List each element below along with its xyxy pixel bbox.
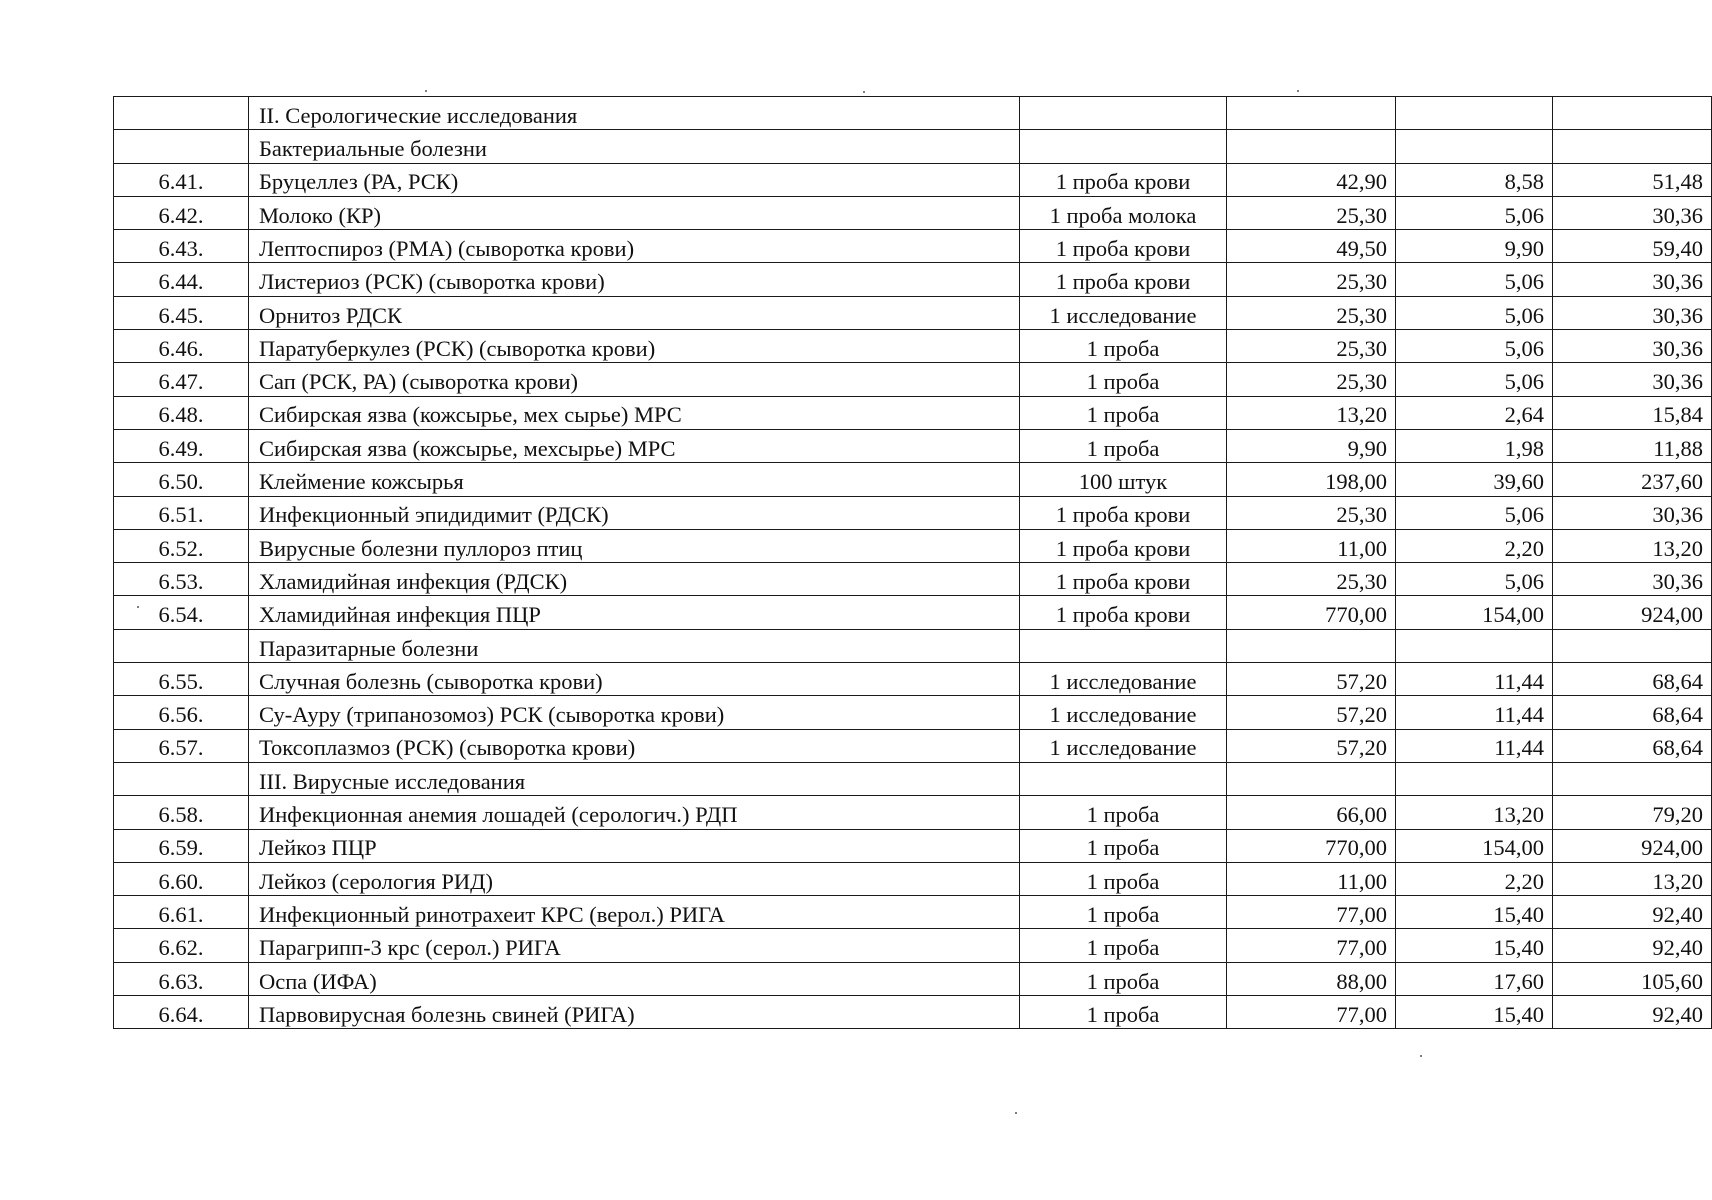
table-row (114, 829, 1712, 862)
section-header-row (114, 762, 1712, 795)
row-number: 6.53. (114, 563, 249, 596)
price-vat (1396, 130, 1553, 163)
price-total: 11,88 (1553, 429, 1712, 462)
price-base: 11,00 (1227, 529, 1396, 562)
unit-of-measure: 1 проба крови (1020, 263, 1227, 296)
item-name: Су-Ауру (трипанозомоз) РСК (сыворотка крови) (249, 696, 1020, 729)
row-number: 6.41. (114, 163, 249, 196)
table-row (114, 529, 1712, 562)
price-vat (1396, 629, 1553, 662)
table-row (114, 296, 1712, 329)
row-number: 6.51. (114, 496, 249, 529)
price-total (1553, 762, 1712, 795)
unit-of-measure: 1 проба (1020, 396, 1227, 429)
price-base: 57,20 (1227, 696, 1396, 729)
price-base: 77,00 (1227, 996, 1396, 1029)
price-vat: 9,90 (1396, 230, 1553, 263)
table-row (114, 230, 1712, 263)
unit-of-measure: 100 штук (1020, 463, 1227, 496)
price-total: 30,36 (1553, 330, 1712, 363)
price-total: 30,36 (1553, 363, 1712, 396)
price-base: 11,00 (1227, 862, 1396, 895)
price-vat: 5,06 (1396, 330, 1553, 363)
unit-of-measure: 1 проба (1020, 996, 1227, 1029)
item-name: II. Серологические исследования (249, 97, 1020, 130)
item-name: Паразитарные болезни (249, 629, 1020, 662)
scan-speck (1015, 1112, 1017, 1114)
table-row (114, 396, 1712, 429)
item-name: Токсоплазмоз (РСК) (сыворотка крови) (249, 729, 1020, 762)
price-total: 30,36 (1553, 263, 1712, 296)
unit-of-measure: 1 проба (1020, 363, 1227, 396)
row-number: 6.64. (114, 996, 249, 1029)
table-row (114, 996, 1712, 1029)
unit-of-measure (1020, 97, 1227, 130)
price-total: 30,36 (1553, 296, 1712, 329)
row-number (114, 629, 249, 662)
price-vat: 5,06 (1396, 196, 1553, 229)
unit-of-measure: 1 проба крови (1020, 529, 1227, 562)
unit-of-measure: 1 проба (1020, 896, 1227, 929)
table-row (114, 263, 1712, 296)
price-total: 30,36 (1553, 563, 1712, 596)
table-row (114, 196, 1712, 229)
row-number: 6.59. (114, 829, 249, 862)
item-name: Сибирская язва (кожсырье, мехсырье) МРС (249, 429, 1020, 462)
price-total: 68,64 (1553, 729, 1712, 762)
table-row (114, 563, 1712, 596)
price-vat: 15,40 (1396, 929, 1553, 962)
item-name: Парагрипп-3 крс (серол.) РИГА (249, 929, 1020, 962)
row-number: 6.55. (114, 663, 249, 696)
price-total: 924,00 (1553, 829, 1712, 862)
price-total: 924,00 (1553, 596, 1712, 629)
unit-of-measure (1020, 130, 1227, 163)
table-row (114, 796, 1712, 829)
price-vat: 5,06 (1396, 496, 1553, 529)
price-total (1553, 130, 1712, 163)
table-row (114, 929, 1712, 962)
table-row (114, 663, 1712, 696)
row-number (114, 762, 249, 795)
price-base: 57,20 (1227, 663, 1396, 696)
row-number: 6.57. (114, 729, 249, 762)
scan-speck (425, 90, 427, 92)
table-row (114, 429, 1712, 462)
price-vat: 11,44 (1396, 696, 1553, 729)
unit-of-measure: 1 проба крови (1020, 596, 1227, 629)
price-base: 66,00 (1227, 796, 1396, 829)
row-number: 6.60. (114, 862, 249, 895)
price-total: 92,40 (1553, 996, 1712, 1029)
unit-of-measure (1020, 629, 1227, 662)
row-number: 6.42. (114, 196, 249, 229)
row-number: 6.46. (114, 330, 249, 363)
price-base: 25,30 (1227, 563, 1396, 596)
price-total: 30,36 (1553, 196, 1712, 229)
unit-of-measure: 1 исследование (1020, 696, 1227, 729)
unit-of-measure: 1 проба молока (1020, 196, 1227, 229)
price-base: 198,00 (1227, 463, 1396, 496)
item-name: Лептоспироз (РМА) (сыворотка крови) (249, 230, 1020, 263)
price-vat: 154,00 (1396, 596, 1553, 629)
item-name: Лейкоз ПЦР (249, 829, 1020, 862)
item-name: Инфекционная анемия лошадей (серологич.) РДП (249, 796, 1020, 829)
row-number: 6.45. (114, 296, 249, 329)
price-vat (1396, 97, 1553, 130)
price-base: 42,90 (1227, 163, 1396, 196)
price-vat: 5,06 (1396, 263, 1553, 296)
price-total: 79,20 (1553, 796, 1712, 829)
row-number: 6.63. (114, 962, 249, 995)
price-vat (1396, 762, 1553, 795)
price-base: 9,90 (1227, 429, 1396, 462)
unit-of-measure: 1 исследование (1020, 663, 1227, 696)
price-total: 68,64 (1553, 696, 1712, 729)
row-number: 6.48. (114, 396, 249, 429)
item-name: Листериоз (РСК) (сыворотка крови) (249, 263, 1020, 296)
price-vat: 15,40 (1396, 996, 1553, 1029)
item-name: Клеймение кожсырья (249, 463, 1020, 496)
item-name: Орнитоз РДСК (249, 296, 1020, 329)
item-name: Оспа (ИФА) (249, 962, 1020, 995)
item-name: Хламидийная инфекция ПЦР (249, 596, 1020, 629)
section-header-row (114, 629, 1712, 662)
unit-of-measure: 1 проба (1020, 429, 1227, 462)
price-base: 77,00 (1227, 896, 1396, 929)
price-base: 77,00 (1227, 929, 1396, 962)
row-number: 6.61. (114, 896, 249, 929)
item-name: Бактериальные болезни (249, 130, 1020, 163)
row-number: 6.44. (114, 263, 249, 296)
scan-speck (1420, 1055, 1422, 1057)
price-table-body (114, 97, 1712, 1029)
table-row (114, 729, 1712, 762)
item-name: Хламидийная инфекция (РДСК) (249, 563, 1020, 596)
unit-of-measure: 1 проба крови (1020, 563, 1227, 596)
table-row (114, 163, 1712, 196)
item-name: Бруцеллез (РА, РСК) (249, 163, 1020, 196)
row-number: 6.43. (114, 230, 249, 263)
unit-of-measure: 1 проба (1020, 796, 1227, 829)
price-base: 49,50 (1227, 230, 1396, 263)
price-table (113, 96, 1712, 1029)
price-vat: 17,60 (1396, 962, 1553, 995)
price-vat: 1,98 (1396, 429, 1553, 462)
section-header-row (114, 130, 1712, 163)
price-total: 13,20 (1553, 529, 1712, 562)
price-total: 59,40 (1553, 230, 1712, 263)
table-row (114, 330, 1712, 363)
item-name: Паратуберкулез (РСК) (сыворотка крови) (249, 330, 1020, 363)
price-base: 25,30 (1227, 363, 1396, 396)
row-number (114, 97, 249, 130)
row-number: 6.49. (114, 429, 249, 462)
row-number: 6.56. (114, 696, 249, 729)
price-vat: 11,44 (1396, 729, 1553, 762)
item-name: Сибирская язва (кожсырье, мех сырье) МРС (249, 396, 1020, 429)
unit-of-measure: 1 проба крови (1020, 163, 1227, 196)
price-base (1227, 97, 1396, 130)
price-base: 25,30 (1227, 330, 1396, 363)
price-base: 25,30 (1227, 263, 1396, 296)
table-row (114, 596, 1712, 629)
unit-of-measure: 1 проба (1020, 929, 1227, 962)
price-vat: 5,06 (1396, 363, 1553, 396)
row-number: 6.58. (114, 796, 249, 829)
price-vat: 2,20 (1396, 862, 1553, 895)
row-number (114, 130, 249, 163)
price-total: 51,48 (1553, 163, 1712, 196)
table-row (114, 862, 1712, 895)
unit-of-measure: 1 проба крови (1020, 230, 1227, 263)
unit-of-measure: 1 проба (1020, 330, 1227, 363)
price-base: 88,00 (1227, 962, 1396, 995)
price-vat: 2,64 (1396, 396, 1553, 429)
price-total: 68,64 (1553, 663, 1712, 696)
unit-of-measure: 1 проба (1020, 862, 1227, 895)
price-vat: 15,40 (1396, 896, 1553, 929)
table-row (114, 496, 1712, 529)
price-vat: 2,20 (1396, 529, 1553, 562)
table-row (114, 962, 1712, 995)
item-name: Инфекционный эпидидимит (РДСК) (249, 496, 1020, 529)
price-base (1227, 629, 1396, 662)
scan-speck (863, 91, 865, 93)
scan-speck (1297, 90, 1299, 92)
price-base: 25,30 (1227, 496, 1396, 529)
table-row (114, 896, 1712, 929)
price-total: 92,40 (1553, 896, 1712, 929)
item-name: Парвовирусная болезнь свиней (РИГА) (249, 996, 1020, 1029)
price-vat: 8,58 (1396, 163, 1553, 196)
item-name: III. Вирусные исследования (249, 762, 1020, 795)
price-total: 30,36 (1553, 496, 1712, 529)
price-total: 237,60 (1553, 463, 1712, 496)
price-base: 57,20 (1227, 729, 1396, 762)
price-total (1553, 97, 1712, 130)
item-name: Инфекционный ринотрахеит КРС (верол.) РИГА (249, 896, 1020, 929)
price-base (1227, 762, 1396, 795)
item-name: Лейкоз (серология РИД) (249, 862, 1020, 895)
price-base: 13,20 (1227, 396, 1396, 429)
item-name: Сап (РСК, РА) (сыворотка крови) (249, 363, 1020, 396)
table-row (114, 363, 1712, 396)
price-vat: 11,44 (1396, 663, 1553, 696)
row-number: 6.54. (114, 596, 249, 629)
unit-of-measure: 1 проба (1020, 962, 1227, 995)
price-base: 770,00 (1227, 829, 1396, 862)
unit-of-measure: 1 исследование (1020, 296, 1227, 329)
row-number: 6.62. (114, 929, 249, 962)
price-base: 25,30 (1227, 196, 1396, 229)
price-base (1227, 130, 1396, 163)
table-row (114, 463, 1712, 496)
price-total: 13,20 (1553, 862, 1712, 895)
unit-of-measure (1020, 762, 1227, 795)
price-total: 92,40 (1553, 929, 1712, 962)
scan-speck (137, 606, 139, 608)
row-number: 6.52. (114, 529, 249, 562)
unit-of-measure: 1 исследование (1020, 729, 1227, 762)
item-name: Случная болезнь (сыворотка крови) (249, 663, 1020, 696)
price-vat: 5,06 (1396, 563, 1553, 596)
price-vat: 5,06 (1396, 296, 1553, 329)
price-vat: 13,20 (1396, 796, 1553, 829)
item-name: Вирусные болезни пуллороз птиц (249, 529, 1020, 562)
row-number: 6.47. (114, 363, 249, 396)
price-vat: 39,60 (1396, 463, 1553, 496)
price-base: 25,30 (1227, 296, 1396, 329)
table-row (114, 696, 1712, 729)
price-total: 15,84 (1553, 396, 1712, 429)
item-name: Молоко (КР) (249, 196, 1020, 229)
unit-of-measure: 1 проба (1020, 829, 1227, 862)
row-number: 6.50. (114, 463, 249, 496)
price-vat: 154,00 (1396, 829, 1553, 862)
price-total (1553, 629, 1712, 662)
unit-of-measure: 1 проба крови (1020, 496, 1227, 529)
price-base: 770,00 (1227, 596, 1396, 629)
price-total: 105,60 (1553, 962, 1712, 995)
section-header-row (114, 97, 1712, 130)
